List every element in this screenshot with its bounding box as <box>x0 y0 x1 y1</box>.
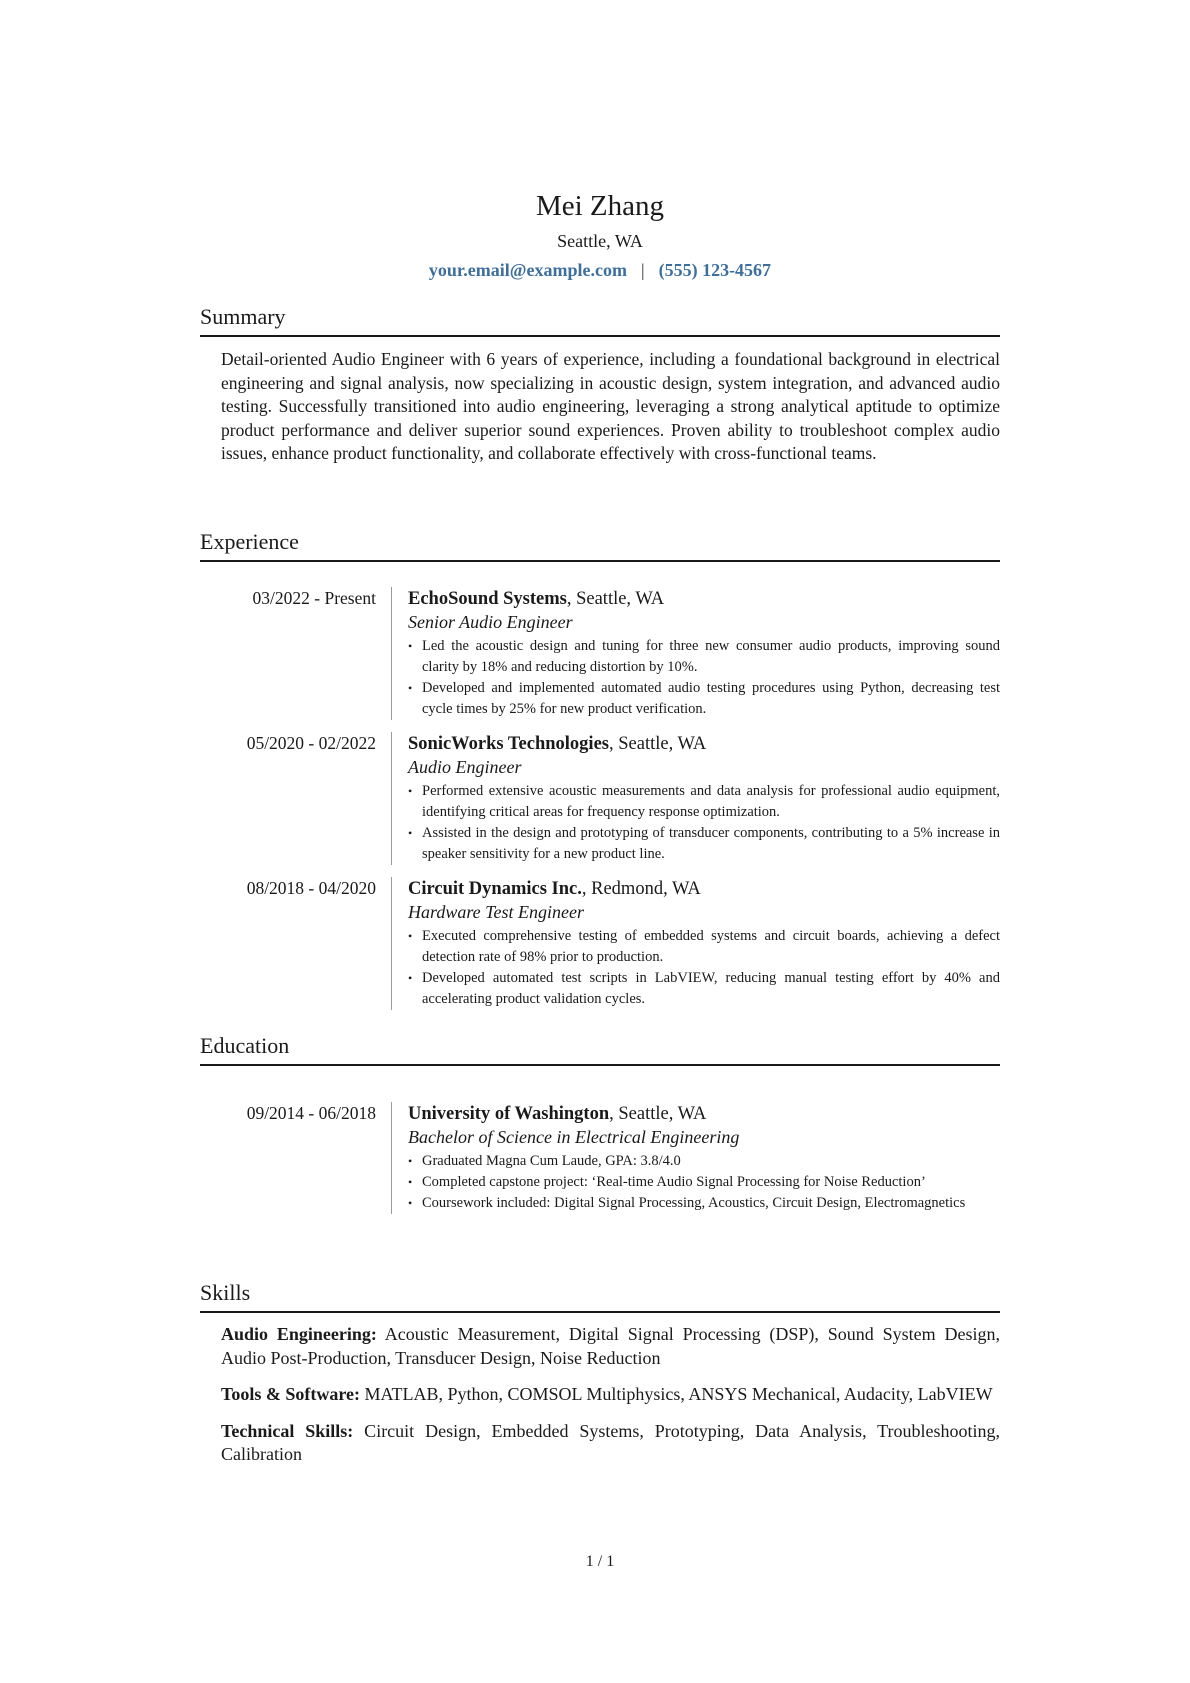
section-divider <box>200 560 1000 562</box>
experience-entry <box>200 877 1000 1010</box>
entry-location: , Seattle, WA <box>566 589 665 609</box>
candidate-location: Seattle, WA <box>557 231 643 251</box>
education-section <box>200 1031 1000 1066</box>
entry-organization: Circuit Dynamics Inc. <box>408 879 582 899</box>
entry-role: Bachelor of Science in Electrical Engineering <box>408 1127 740 1147</box>
entry-date: 05/2020 - 02/2022 <box>246 733 376 753</box>
bullet-item: • Completed capstone project: ‘Real-time Audio Signal Processing for Noise Reduction’ <box>408 1172 1000 1193</box>
bullet-item: • Graduated Magna Cum Laude, GPA: 3.8/4.0 <box>408 1151 1000 1172</box>
summary-section <box>200 302 1000 466</box>
bullet-item: • Performed extensive acoustic measurements and data analysis for professional audio equipment, identifying critical areas for frequency response optimization. <box>408 781 1000 823</box>
section-title-skills: Skills <box>200 1280 251 1305</box>
entry-body <box>391 587 1000 720</box>
phone-link[interactable]: (555) 123-4567 <box>658 260 772 280</box>
bullet-item: • Developed automated test scripts in LabVIEW, reducing manual testing effort by 40% and accelerating product validation cycles. <box>408 968 1000 1010</box>
skill-category: Tools & Software: <box>221 1384 360 1404</box>
bullet-item: • Executed comprehensive testing of embedded systems and circuit boards, achieving a defect detection rate of 98% prior to production. <box>408 926 1000 968</box>
entry-location: , Seattle, WA <box>608 734 707 754</box>
skill-row <box>221 1323 1000 1370</box>
entry-organization: University of Washington <box>408 1104 610 1124</box>
contact-separator: | <box>640 260 645 280</box>
entry-organization: EchoSound Systems <box>408 589 567 609</box>
bullet-item: • Assisted in the design and prototyping of transducer components, contributing to a 5% increase in speaker sensitivity for a new product line. <box>408 823 1000 865</box>
skill-row <box>221 1420 1000 1467</box>
section-title-summary: Summary <box>200 304 286 329</box>
entry-role: Audio Engineer <box>408 757 522 777</box>
entry-bullets <box>408 1151 1000 1214</box>
entry-heading <box>408 877 1000 901</box>
bullet-item: • Led the acoustic design and tuning for three new consumer audio products, improving sound clarity by 18% and reducing distortion by 10%. <box>408 636 1000 678</box>
email-link[interactable]: your.email@example.com <box>428 260 627 280</box>
bullet-item: • Coursework included: Digital Signal Processing, Acoustics, Circuit Design, Electromagnetics <box>408 1193 1000 1214</box>
entry-body <box>391 1102 1000 1214</box>
section-divider <box>200 1311 1000 1313</box>
entry-heading <box>408 587 1000 611</box>
skill-list: MATLAB, Python, COMSOL Multiphysics, ANSYS Mechanical, Audacity, LabVIEW <box>360 1384 993 1404</box>
page-number: 1 / 1 <box>585 1553 615 1570</box>
section-divider <box>200 335 1000 337</box>
candidate-name: Mei Zhang <box>535 190 665 222</box>
resume-header <box>200 186 1000 283</box>
summary-text: Detail-oriented Audio Engineer with 6 years of experience, including a foundational background in electrical engineering and signal analysis, now specializing in acoustic design, system integration, and advanced audio testing. Successfully transitioned into audio engineering, leveraging a strong analytical aptitude to optimize product performance and deliver superior sound experiences. Proven ability to troubleshoot complex audio issues, enhance product functionality, and collaborate effectively with cross-functional teams. <box>221 349 1000 463</box>
entry-role: Senior Audio Engineer <box>408 612 573 632</box>
skill-list: Circuit Design, Embedded Systems, Prototyping, Data Analysis, Troubleshooting, Calibration <box>221 1420 1000 1464</box>
entry-location: , Redmond, WA <box>581 879 701 899</box>
section-divider <box>200 1064 1000 1066</box>
bullet-item: • Developed and implemented automated audio testing procedures using Python, decreasing test cycle times by 25% for new product verification. <box>408 678 1000 720</box>
entry-bullets <box>408 781 1000 865</box>
skill-row <box>221 1383 1000 1407</box>
entry-bullets <box>408 926 1000 1010</box>
entry-bullets <box>408 636 1000 720</box>
entry-body <box>391 732 1000 865</box>
experience-entry <box>200 587 1000 720</box>
education-entry <box>200 1102 1000 1214</box>
entry-heading <box>408 732 1000 756</box>
skill-category: Audio Engineering: <box>221 1324 377 1344</box>
contact-line <box>200 257 1000 283</box>
entry-organization: SonicWorks Technologies <box>408 734 609 754</box>
entry-date: 03/2022 - Present <box>252 588 376 608</box>
entry-location: , Seattle, WA <box>609 1104 707 1124</box>
entry-date: 08/2018 - 04/2020 <box>246 878 376 898</box>
skills-section <box>200 1278 1000 1467</box>
skill-list: Acoustic Measurement, Digital Signal Processing (DSP), Sound System Design, Audio Post-Production, Transducer Design, Noise Reduction <box>221 1324 1000 1368</box>
experience-section <box>200 527 1000 562</box>
resume-page <box>200 0 1000 1683</box>
skill-category: Technical Skills: <box>221 1420 354 1441</box>
section-title-education: Education <box>200 1033 290 1058</box>
entry-date: 09/2014 - 06/2018 <box>246 1103 376 1123</box>
entry-heading <box>408 1102 1000 1126</box>
entry-body <box>391 877 1000 1010</box>
section-title-experience: Experience <box>200 529 299 554</box>
experience-entry <box>200 732 1000 865</box>
entry-role: Hardware Test Engineer <box>408 902 585 922</box>
